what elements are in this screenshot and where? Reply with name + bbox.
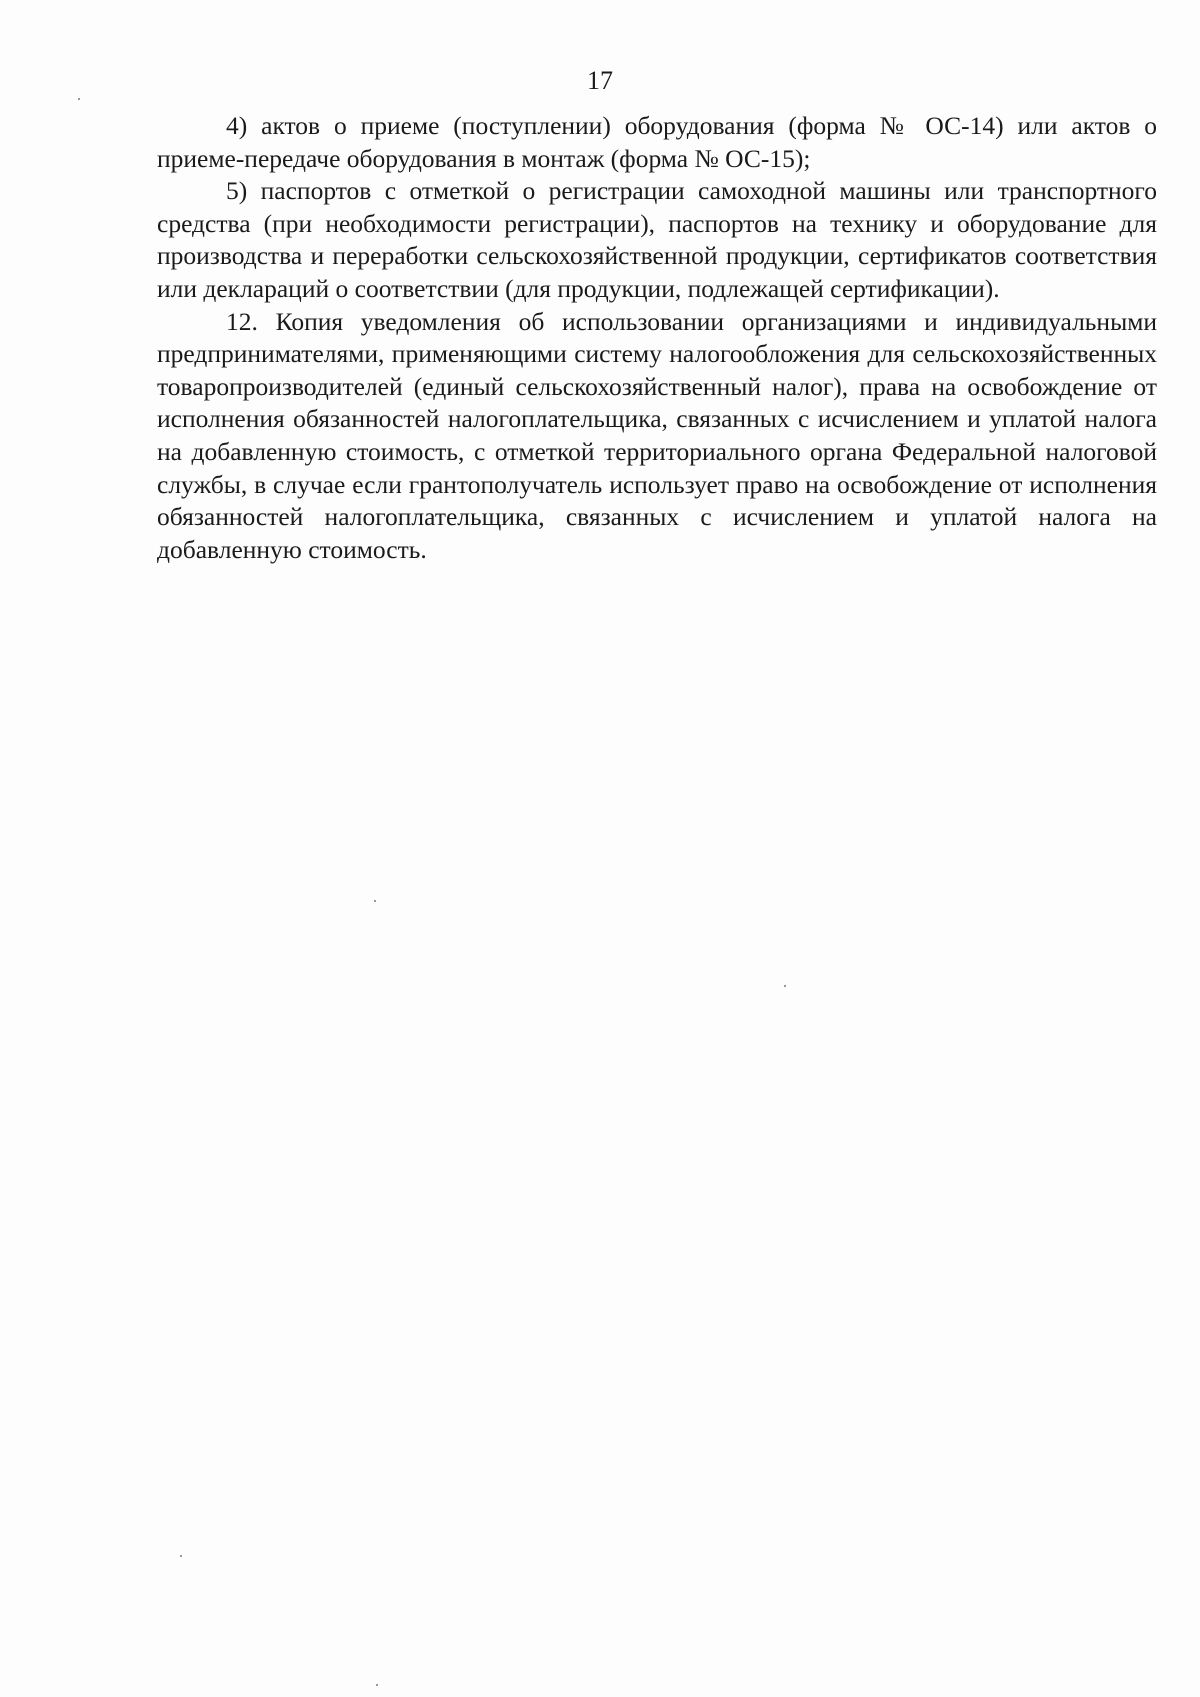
scan-speck xyxy=(180,1555,182,1557)
paragraph-item-5: 5) паспортов с отметкой о регистрации самоходной машины или транспортного средства (при необходимости регистрации), паспортов на технику и оборудование для производства и переработки сельскохозяйственной продукции, сертификатов соответствия или деклараций о соответствии (для продукции, подлежащей сертификации). xyxy=(157,176,1157,303)
scan-speck xyxy=(78,98,80,100)
scan-speck xyxy=(784,985,786,987)
paragraph-section-12: 12. Копия уведомления об использовании организациями и индивидуальными предпринимателями, применяющими систему налогообложения для сельскохозяйственных товаропроизводителей (единый сельскохозяйственный налог), права на освобождение от исполнения обязанностей налогоплательщика, связанных с исчислением и уплатой налога на добавленную стоимость, с отметкой территориального органа Федеральной налоговой службы, в случае если грантополучатель использует право на освобождение от исполнения обязанностей налогоплательщика, связанных с исчислением и уплатой налога на добавленную стоимость. xyxy=(157,306,1157,564)
document-body xyxy=(157,110,1157,566)
scan-speck xyxy=(376,1684,378,1686)
paragraph-item-4: 4) актов о приеме (поступлении) оборудования (форма № ОС-14) или актов о приеме-передаче оборудования в монтаж (форма № ОС-15); xyxy=(157,111,1157,173)
page-number: 17 xyxy=(587,66,613,95)
scan-speck xyxy=(374,900,376,902)
